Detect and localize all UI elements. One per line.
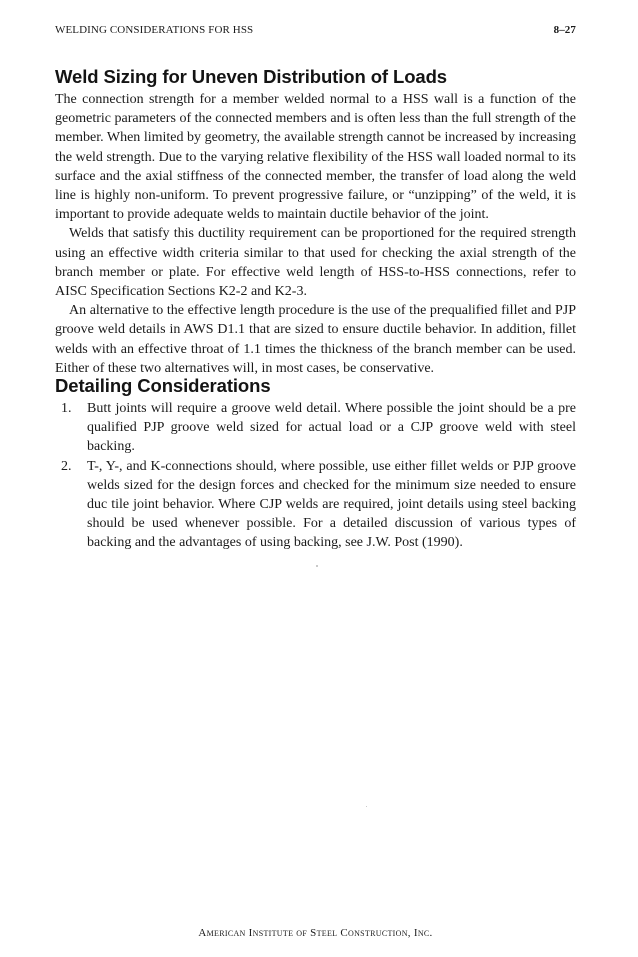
list-item bbox=[55, 399, 576, 457]
section-heading-detailing: Detailing Considerations bbox=[55, 375, 271, 396]
section-detailing bbox=[55, 375, 576, 553]
document-page bbox=[55, 0, 576, 957]
list-item-number: 1. bbox=[61, 401, 72, 416]
list-item bbox=[55, 457, 576, 553]
detailing-list bbox=[55, 399, 576, 553]
scan-speck bbox=[366, 806, 367, 807]
paragraph-alternative: An alternative to the effective length procedure is the use of the prequalified fillet and PJP groove weld details in AWS D1.1 that are sized to ensure ductile behavior. In addition, fillet welds with an effective throat of 1.1 times the thickness of the branch member can be used. Either of these two alternatives will, in most cases, be conservative. bbox=[55, 303, 576, 376]
section-weld-sizing bbox=[55, 66, 576, 378]
list-item-text: Butt joints will require a groove weld detail. Where possible the joint should be a pre qualified PJP groove weld sized for actual load or a CJP groove weld with steel backing. bbox=[87, 401, 576, 455]
running-head bbox=[55, 24, 576, 36]
page-number: 8–27 bbox=[553, 24, 576, 36]
publisher-footer: American Institute of Steel Construction, Inc. bbox=[198, 927, 433, 939]
section-heading-weld-sizing: Weld Sizing for Uneven Distribution of Loads bbox=[55, 66, 447, 87]
list-item-number: 2. bbox=[61, 458, 72, 474]
scan-speck bbox=[316, 565, 318, 567]
paragraph-ductility: Welds that satisfy this ductility requirement can be proportioned for the required strength using an effective width criteria similar to that used for checking the axial strength of the branch member or plate. For effective weld length of HSS-to-HSS connections, refer to AISC Specification Sections K2-2 and K2-3. bbox=[55, 226, 576, 300]
running-head-title: WELDING CONSIDERATIONS FOR HSS bbox=[55, 24, 254, 36]
paragraph-connection-strength: The connection strength for a member welded normal to a HSS wall is a function of the geometric parameters of the connected members and is often less than the full strength of the member. When limited by geometry, the available strength cannot be increased by increasing the weld strength. Due to the varying relative flexibility of the HSS wall loaded normal to its surface and the axial stiffness of the connected member, the transfer of load along the weld line is highly non-uniform. To prevent progressive failure, or “unzipping” of the weld, it is important to provide adequate welds to maintain ductile behavior of the joint. bbox=[55, 92, 576, 223]
list-item-text: T-, Y-, and K-connections should, where possible, use either fillet welds or PJP groove welds sized for the design forces and checked for the minimum size needed to ensure duc tile joint behavior. Where CJP welds are required, joint details using steel backing should be used whenever possible. For a detailed discussion of various types of backing and the advantages of using backing, see J.W. Post (1990). bbox=[87, 458, 576, 551]
